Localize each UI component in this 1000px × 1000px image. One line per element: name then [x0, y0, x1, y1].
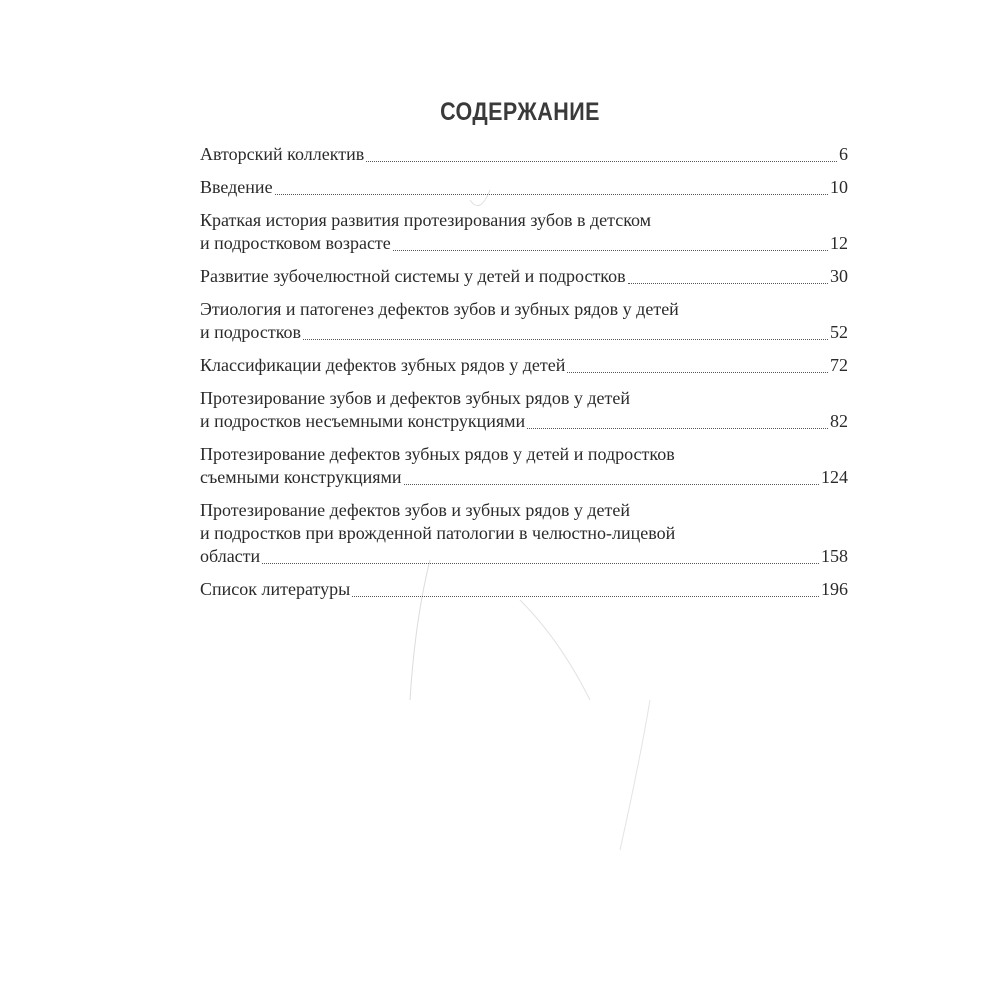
toc-entry-title-line: и подростков при врожденной патологии в челюстно-лицевой: [200, 523, 676, 543]
toc-entry-title: Введение: [200, 177, 273, 197]
toc-entry-title: съемными конструкциями: [200, 467, 402, 487]
toc-entry: [200, 143, 848, 166]
toc-entry-page: 72: [830, 355, 848, 375]
toc-entry-title: Развитие зубочелюстной системы у детей и подростков: [200, 266, 626, 286]
toc-entry-page: 124: [821, 467, 848, 487]
toc-entry: [200, 298, 848, 344]
toc-entry-title: и подростков несъемными конструкциями: [200, 411, 526, 431]
toc-entry-page: 30: [830, 266, 848, 286]
toc-entry-title: Классификации дефектов зубных рядов у детей: [200, 355, 566, 375]
dot-leader: [393, 249, 828, 251]
toc-entry: [200, 387, 848, 433]
toc-entry: [200, 354, 848, 377]
toc-entry-title: Список литературы: [200, 579, 351, 599]
toc-entry-title-line: Протезирование дефектов зубных рядов у детей и подростков: [200, 444, 675, 464]
toc-entry-title-line: Протезирование дефектов зубов и зубных рядов у детей: [200, 500, 630, 520]
page-title: СОДЕРЖАНИЕ: [440, 98, 600, 126]
toc-entry: [200, 443, 848, 489]
toc-entry-title-line: Краткая история развития протезирования зубов в детском: [200, 210, 652, 230]
toc-entry-title: области: [200, 546, 261, 566]
toc-entry-title: и подростковом возрасте: [200, 233, 391, 253]
toc-entry-page: 158: [821, 546, 848, 566]
dot-leader: [275, 193, 828, 195]
toc-entry-page: 6: [839, 144, 848, 164]
toc-entry: [200, 578, 848, 601]
toc-entry-title: Авторский коллектив: [200, 144, 365, 164]
toc-entry-page: 82: [830, 411, 848, 431]
dot-leader: [262, 562, 819, 564]
toc-entry: [200, 499, 848, 568]
toc-entry: [200, 265, 848, 288]
toc-entry-page: 10: [830, 177, 848, 197]
toc-entry-page: 12: [830, 233, 848, 253]
dot-leader: [303, 338, 828, 340]
toc-entry-title: и подростков: [200, 322, 302, 342]
toc-entry: [200, 209, 848, 255]
toc-entry-title-line: Этиология и патогенез дефектов зубов и зубных рядов у детей: [200, 299, 679, 319]
dot-leader: [404, 483, 819, 485]
dot-leader: [567, 371, 828, 373]
dot-leader: [527, 427, 828, 429]
toc-entry-page: 196: [821, 579, 848, 599]
dot-leader: [366, 160, 837, 162]
table-of-contents: [200, 143, 848, 611]
toc-entry: [200, 176, 848, 199]
toc-entry-title-line: Протезирование зубов и дефектов зубных рядов у детей: [200, 388, 630, 408]
dot-leader: [628, 282, 828, 284]
dot-leader: [352, 595, 819, 597]
toc-entry-page: 52: [830, 322, 848, 342]
